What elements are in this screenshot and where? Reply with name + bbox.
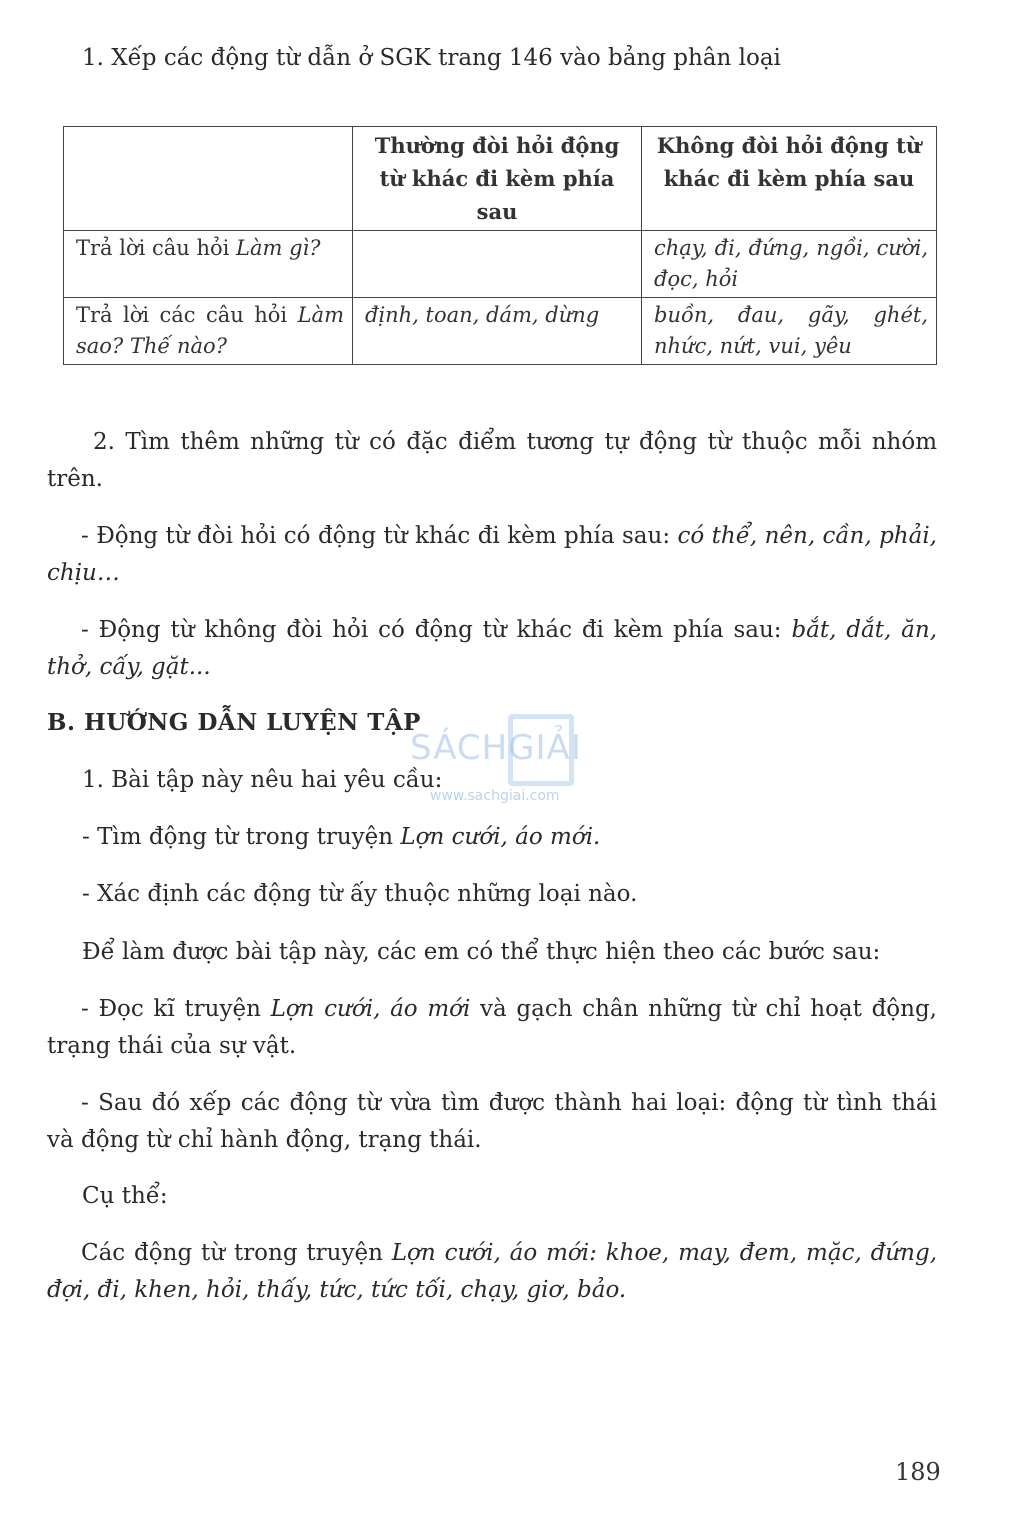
watermark-logo bbox=[408, 710, 618, 804]
section-heading: B. HƯỚNG DẪN LUYỆN TẬP bbox=[47, 709, 421, 736]
page-number: 189 bbox=[895, 1458, 941, 1486]
row-cell-not-requires: buồn, đau, gãy, ghét, nhức, nứt, vui, yêu bbox=[642, 298, 937, 365]
exercise-1-line: 1. Bài tập này nêu hai yêu cầu: bbox=[82, 767, 443, 793]
step-1: - Đọc kĩ truyện Lợn cưới, áo mới và gạch chân những từ chỉ hoạt động, trạng thái của sự vật. bbox=[47, 996, 937, 1059]
table-row bbox=[64, 298, 937, 365]
table-header-row bbox=[64, 127, 937, 231]
group-2-paragraph: - Động từ không đòi hỏi có động từ khác đi kèm phía sau: bắt, dắt, ăn, thở, cấy, gặt... bbox=[47, 617, 937, 680]
specific-label: Cụ thể: bbox=[82, 1183, 168, 1209]
steps-intro: Để làm được bài tập này, các em có thể thực hiện theo các bước sau: bbox=[82, 939, 881, 965]
table-row bbox=[64, 231, 937, 298]
conclusion-paragraph: Các động từ trong truyện Lợn cưới, áo mới: khoe, may, đem, mặc, đứng, đợi, đi, khen, hỏi, thấy, tức, tức tối, chạy, giơ, bảo. bbox=[47, 1240, 938, 1303]
row-label: Trả lời câu hỏi Làm gì? bbox=[64, 231, 353, 298]
requirement-1: - Tìm động từ trong truyện Lợn cưới, áo mới. bbox=[82, 824, 601, 850]
watermark-brand: SÁCHGIẢI bbox=[410, 728, 582, 768]
requirement-2: - Xác định các động từ ấy thuộc những loại nào. bbox=[82, 881, 638, 907]
table-header-empty bbox=[64, 127, 353, 231]
group-1-paragraph: - Động từ đòi hỏi có động từ khác đi kèm phía sau: có thể, nên, cần, phải, chịu… bbox=[47, 523, 937, 586]
row-cell-requires: định, toan, dám, dừng bbox=[353, 298, 642, 365]
watermark-url: www.sachgiai.com bbox=[430, 788, 560, 804]
step-2: - Sau đó xếp các động từ vừa tìm được thành hai loại: động từ tình thái và động từ chỉ hành động, trạng thái. bbox=[47, 1090, 937, 1153]
row-label: Trả lời các câu hỏi Làm sao? Thế nào? bbox=[64, 298, 353, 365]
row-cell-not-requires: chạy, đi, đứng, ngồi, cười, đọc, hỏi bbox=[642, 231, 937, 298]
question-2: 2. Tìm thêm những từ có đặc điểm tương tự động từ thuộc mỗi nhóm trên. bbox=[47, 429, 937, 492]
table-header-requires: Thường đòi hỏi động từ khác đi kèm phía sau bbox=[353, 127, 642, 231]
verb-classification-table bbox=[63, 126, 937, 365]
row-cell-requires bbox=[353, 231, 642, 298]
intro-line: 1. Xếp các động từ dẫn ở SGK trang 146 vào bảng phân loại bbox=[82, 45, 781, 71]
table-header-not-requires: Không đòi hỏi động từ khác đi kèm phía sau bbox=[642, 127, 937, 231]
